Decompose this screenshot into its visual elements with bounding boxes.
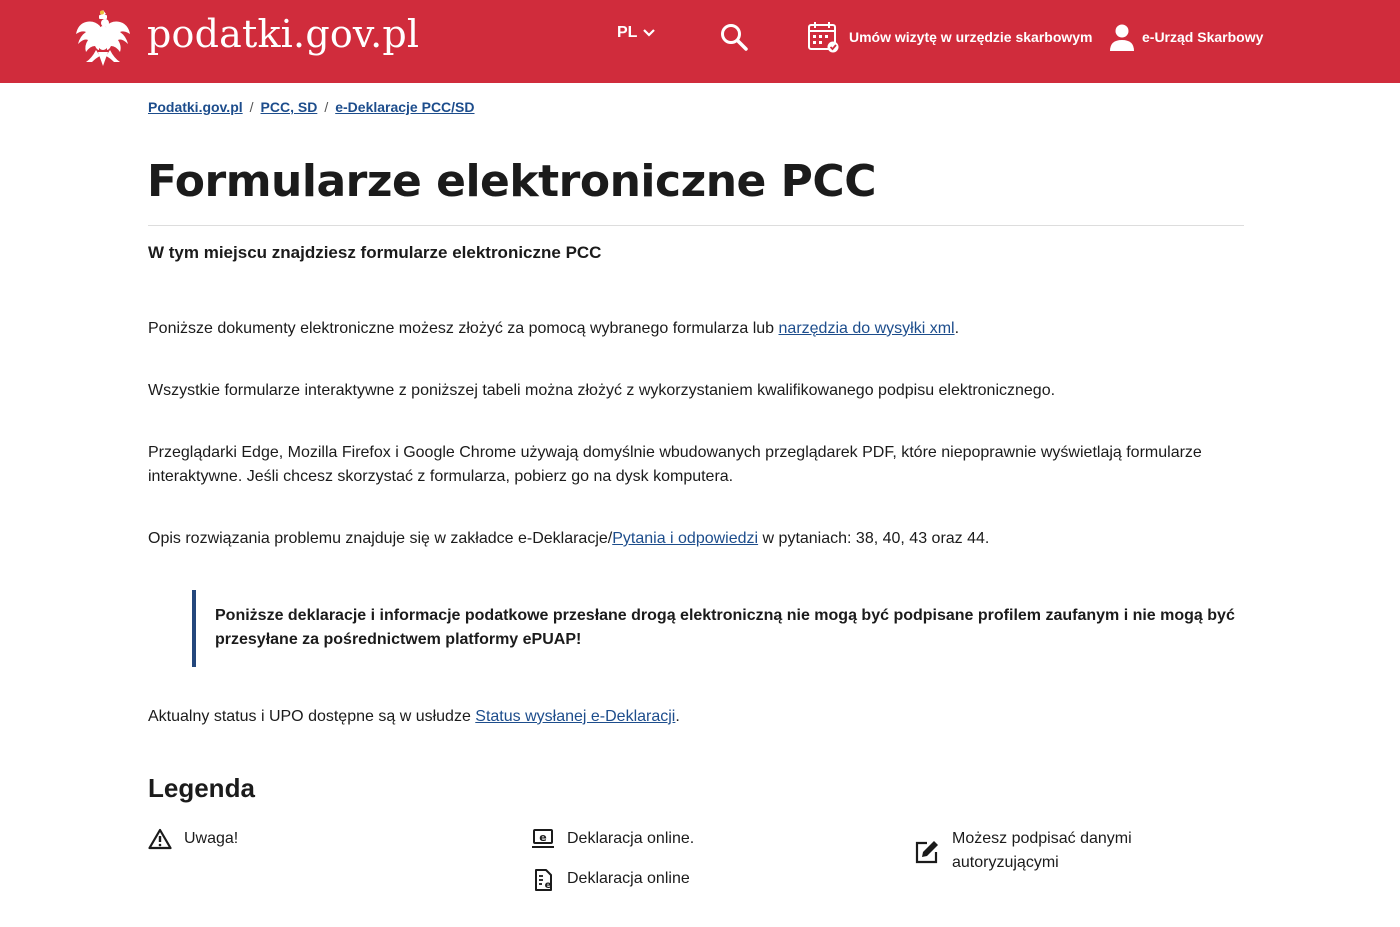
- user-icon: [1110, 23, 1134, 51]
- breadcrumb-item-edeklaracje[interactable]: e-Deklaracje PCC/SD: [335, 99, 475, 115]
- breadcrumb: [148, 99, 475, 115]
- language-label: PL: [617, 24, 638, 41]
- breadcrumb-item-pcc-sd[interactable]: PCC, SD: [260, 99, 318, 115]
- paragraph-browsers: Przeglądarki Edge, Mozilla Firefox i Google Chrome używają domyślnie wbudowanych przeglądarek PDF, które niepoprawnie wyświetlają formularze interaktywne. Jeśli chcesz skorzystać z formularza, pobierz go na dysk komputera.: [148, 444, 1202, 485]
- breadcrumb-separator: /: [324, 99, 329, 115]
- chevron-down-icon: [643, 29, 655, 37]
- edit-sign-icon: [914, 839, 940, 865]
- page-lead: W tym miejscu znajdziesz formularze elektroniczne PCC: [148, 243, 602, 262]
- warning-icon: [148, 828, 172, 850]
- paragraph-qualified-signature: Wszystkie formularze interaktywne z poniższej tabeli można złożyć z wykorzystaniem kwalifikowanego podpisu elektronicznego.: [148, 382, 1056, 399]
- svg-text:e: e: [539, 831, 547, 844]
- paragraph-end: .: [954, 320, 960, 337]
- legend-label: Uwaga!: [184, 830, 239, 847]
- appointment-label: Umów wizytę w urzędzie skarbowym: [849, 29, 1093, 45]
- divider: [148, 225, 1244, 226]
- calendar-check-icon: [807, 21, 839, 53]
- legend-label: Możesz podpisać danymi autoryzującymi: [952, 830, 1132, 871]
- paragraph-text: Opis rozwiązania problemu znajduje się w zakładce e-Deklaracje/: [148, 530, 613, 547]
- laptop-declaration-icon: [531, 828, 555, 850]
- paragraph-text: Poniższe dokumenty elektroniczne możesz złożyć za pomocą wybranego formularza lub: [148, 320, 779, 337]
- site-name[interactable]: podatki.gov.pl: [147, 12, 420, 56]
- paragraph-documents: [148, 317, 1244, 341]
- paragraph-end: .: [675, 708, 680, 725]
- legend-label: Deklaracja online.: [567, 830, 695, 847]
- svg-text:e: e: [544, 880, 552, 891]
- status-link[interactable]: Status wysłanej e-Deklaracji: [475, 708, 676, 725]
- eurzad-link[interactable]: [1110, 23, 1263, 51]
- paragraph-solution: [148, 527, 1244, 551]
- legend-title: Legenda: [148, 773, 255, 803]
- site-header: [0, 0, 1400, 83]
- breadcrumb-item-home[interactable]: Podatki.gov.pl: [148, 99, 243, 115]
- legend-label: Deklaracja online: [567, 870, 690, 887]
- search-icon[interactable]: [719, 22, 749, 52]
- faq-link[interactable]: Pytania i odpowiedzi: [612, 530, 759, 547]
- breadcrumb-separator: /: [249, 99, 254, 115]
- document-declaration-icon: [531, 868, 555, 892]
- page-title: Formularze elektroniczne PCC: [147, 156, 877, 207]
- eurzad-label: e-Urząd Skarbowy: [1142, 29, 1264, 45]
- legend-item-warning: [148, 827, 238, 851]
- legend-item-sign-auth-data: [914, 827, 1154, 875]
- legend-item-laptop-declaration: [531, 827, 694, 851]
- appointment-link[interactable]: [807, 21, 1093, 53]
- paragraph-text: Aktualny status i UPO dostępne są w usłudze: [148, 708, 476, 725]
- language-selector[interactable]: [617, 24, 655, 42]
- callout-notice: Poniższe deklaracje i informacje podatkowe przesłane drogą elektroniczną nie mogą być podpisane profilem zaufanym i nie mogą być przesyłane za pośrednictwem platformy ePUAP!: [192, 590, 1244, 667]
- legend-item-document-declaration: [531, 867, 690, 892]
- xml-tool-link[interactable]: narzędzia do wysyłki xml: [778, 320, 955, 337]
- paragraph-end: w pytaniach: 38, 40, 43 oraz 44.: [758, 530, 990, 547]
- eagle-emblem-icon[interactable]: [74, 8, 132, 70]
- paragraph-status: [148, 705, 1244, 729]
